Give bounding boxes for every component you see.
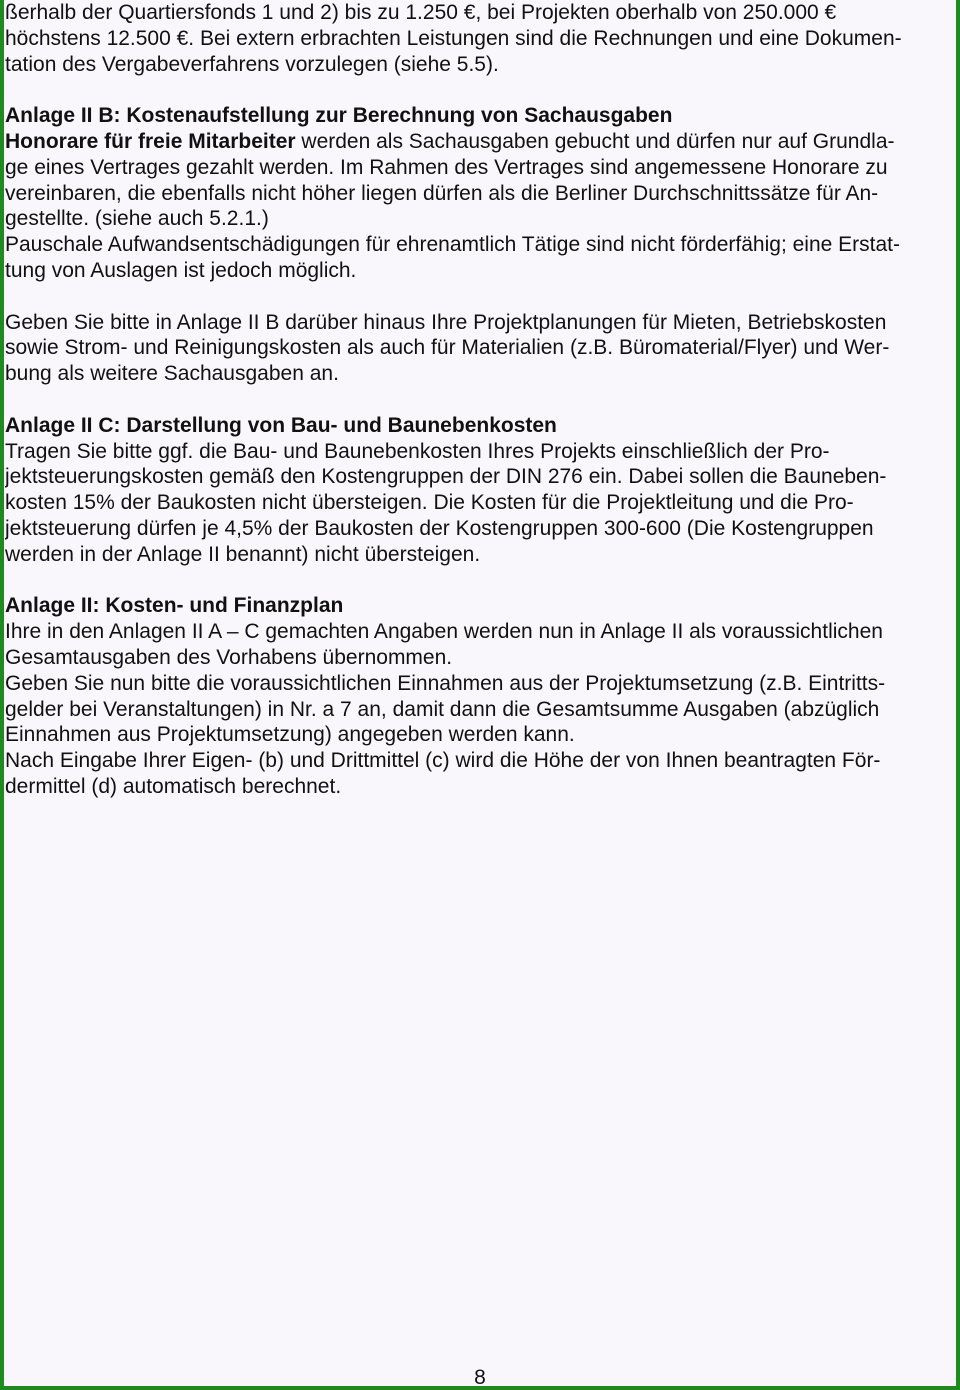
section-anlage-ii	[5, 593, 950, 799]
text-line: jektsteuerung dürfen je 4,5% der Baukosten der Kostengruppen 300-600 (Die Kostengruppen	[5, 516, 874, 540]
paragraph-spacer	[5, 77, 950, 103]
section-anlage-ii-b	[5, 103, 950, 387]
text-line: Geben Sie nun bitte die voraussichtlichen Einnahmen aus der Projektumsetzung (z.B. Eintritts-	[5, 671, 886, 695]
text-line: ge eines Vertrages gezahlt werden. Im Rahmen des Vertrages sind angemessene Honorare zu	[5, 155, 888, 179]
intro-paragraph	[5, 0, 950, 77]
section-heading: Anlage II C: Darstellung von Bau- und Baunebenkosten	[5, 413, 557, 437]
document-body	[5, 0, 950, 800]
text-line: Tragen Sie bitte ggf. die Bau- und Baunebenkosten Ihres Projekts einschließlich der Pro-	[5, 439, 830, 463]
text-line: tation des Vergabeverfahrens vorzulegen (siehe 5.5).	[5, 52, 499, 76]
text-line: Pauschale Aufwandsentschädigungen für ehrenamtlich Tätige sind nicht förderfähig; eine Erstat-	[5, 233, 900, 257]
text-line: Gesamtausgaben des Vorhabens übernommen.	[5, 645, 453, 669]
text-fragment: werden als Sachausgaben gebucht und dürfen nur auf Grundla-	[295, 129, 895, 153]
text-line: Ihre in den Anlagen II A – C gemachten Angaben werden nun in Anlage II als voraussichtlichen	[5, 620, 883, 644]
text-line: bung als weitere Sachausgaben an.	[5, 362, 339, 386]
text-line: Nach Eingabe Ihrer Eigen- (b) und Drittmittel (c) wird die Höhe der von Ihnen beantragten För-	[5, 749, 881, 773]
text-line: jektsteuerungskosten gemäß den Kostengruppen der DIN 276 ein. Dabei sollen die Bauneben-	[5, 465, 887, 489]
paragraph-spacer	[5, 568, 950, 594]
text-line: ßerhalb der Quartiersfonds 1 und 2) bis zu 1.250 €, bei Projekten oberhalb von 250.000 €	[5, 1, 837, 24]
page-number: 8	[474, 1366, 486, 1389]
section-heading: Anlage II B: Kostenaufstellung zur Berechnung von Sachausgaben	[5, 104, 673, 128]
paragraph-spacer	[5, 387, 950, 413]
section-anlage-ii-c	[5, 413, 950, 568]
text-line: Einnahmen aus Projektumsetzung) angegeben werden kann.	[5, 723, 575, 747]
paragraph-spacer	[5, 284, 950, 310]
text-line: Geben Sie bitte in Anlage II B darüber hinaus Ihre Projektplanungen für Mieten, Betriebskosten	[5, 310, 887, 334]
bold-term: Honorare für freie Mitarbeiter	[5, 129, 296, 153]
text-line	[5, 129, 950, 155]
text-line: gestellte. (siehe auch 5.2.1.)	[5, 207, 269, 231]
text-line: dermittel (d) automatisch berechnet.	[5, 774, 342, 798]
section-heading: Anlage II: Kosten- und Finanzplan	[5, 594, 344, 618]
text-line: tung von Auslagen ist jedoch möglich.	[5, 258, 357, 282]
text-line: sowie Strom- und Reinigungskosten als auch für Materialien (z.B. Büromaterial/Flyer) und Wer-	[5, 336, 890, 360]
text-line: kosten 15% der Baukosten nicht übersteigen. Die Kosten für die Projektleitung und die Pro-	[5, 491, 854, 515]
text-line: vereinbaren, die ebenfalls nicht höher liegen dürfen als die Berliner Durchschnittssätze für An-	[5, 181, 879, 205]
text-line: werden in der Anlage II benannt) nicht übersteigen.	[5, 542, 481, 566]
text-line: gelder bei Veranstaltungen) in Nr. a 7 an, damit dann die Gesamtsumme Ausgaben (abzüglich	[5, 697, 880, 721]
text-line: höchstens 12.500 €. Bei extern erbrachten Leistungen sind die Rechnungen und eine Dokumen-	[5, 26, 902, 50]
